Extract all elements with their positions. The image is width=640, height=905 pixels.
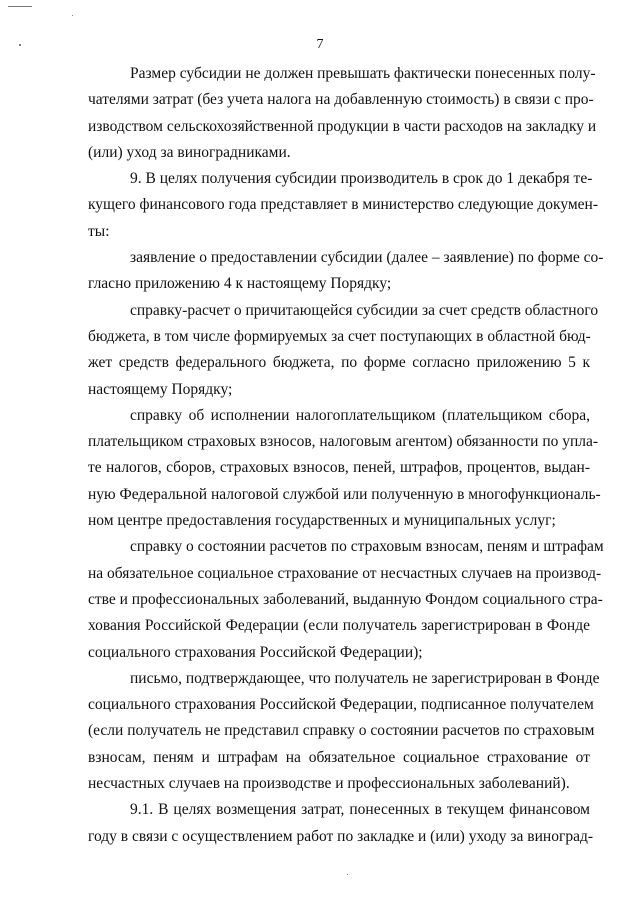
paragraph: [88, 298, 599, 403]
text-line: кущего финансового года представляет в министерство следующие докумен-: [88, 196, 599, 214]
paragraph: [88, 61, 597, 166]
text-line: на обязательное социальное страхование от несчастных случаев на производ-: [88, 564, 602, 582]
text-line: письмо, подтверждающее, что получатель не зарегистрирован в Фонде: [130, 669, 600, 687]
text-line: заявление о предоставлении субсидии (далее – заявление) по форме со-: [130, 249, 604, 267]
text-line: хования Российской Федерации (если получатель зарегистрирован в Фонде: [88, 617, 590, 635]
text-line: бюджета, в том числе формируемых за счет поступающих в областной бюд-: [88, 327, 591, 345]
text-line: ты:: [88, 222, 110, 240]
paragraph: [88, 166, 599, 245]
text-line: Размер субсидии не должен превышать фактически понесенных полу-: [130, 65, 596, 82]
paragraph: [88, 666, 600, 797]
page-number: 7: [316, 37, 324, 52]
text-line: социального страхования Российской Федерации, подписанное получателем: [88, 696, 594, 714]
text-line: социального страхования Российской Федерации);: [88, 643, 423, 661]
text-line: справку об исполнении налогоплательщиком (плательщиком сбора,: [130, 406, 590, 424]
text-line: ную Федеральной налоговой службой или полученную в многофункциональ-: [88, 485, 601, 503]
text-line: настоящему Порядку;: [88, 380, 233, 398]
paragraph: [88, 403, 601, 534]
text-line: плательщиком страховых взносов, налоговым агентом) обязанности по упла-: [88, 433, 599, 451]
text-line: справку о состоянии расчетов по страховым взносам, пеням и штрафам: [130, 538, 604, 556]
paragraph: [88, 245, 604, 298]
text-line: гласно приложению 4 к настоящему Порядку;: [88, 275, 392, 293]
text-line: чателями затрат (без учета налога на добавленную стоимость) в связи с про-: [88, 91, 594, 109]
text-line: (если получатель не представил справку о состоянии расчетов по страховым: [88, 722, 595, 740]
paragraph: [88, 797, 593, 850]
text-line: году в связи с осуществлением работ по закладке и (или) уходу за виноград-: [88, 827, 593, 845]
paragraph: [88, 534, 604, 665]
scan-speck: [347, 874, 348, 875]
text-line: несчастных случаев на производстве и профессиональных заболеваний).: [88, 775, 570, 793]
text-line: 9.1. В целях возмещения затрат, понесенных в текущем финансовом: [130, 801, 590, 819]
text-line: жет средств федерального бюджета, по форме согласно приложению 5 к: [88, 354, 590, 372]
text-line: 9. В целях получения субсидии производитель в срок до 1 декабря те-: [130, 170, 593, 188]
scan-corner-mark: [8, 6, 32, 7]
text-line: (или) уход за виноградниками.: [88, 143, 291, 161]
text-line: взносам, пеням и штрафам на обязательное социальное страхование от: [88, 748, 590, 766]
text-line: стве и профессиональных заболеваний, выданную Фондом социального стра-: [88, 590, 603, 608]
text-line: ном центре предоставления государственных и муниципальных услуг;: [88, 512, 556, 530]
text-line: справку-расчет о причитающейся субсидии за счет средств областного: [130, 301, 599, 319]
scan-speck: [72, 15, 73, 16]
text-line: изводством сельскохозяйственной продукции в части расходов на закладку и: [88, 117, 597, 135]
body-text: [88, 61, 604, 850]
text-line: те налогов, сборов, страховых взносов, пеней, штрафов, процентов, выдан-: [88, 459, 590, 477]
